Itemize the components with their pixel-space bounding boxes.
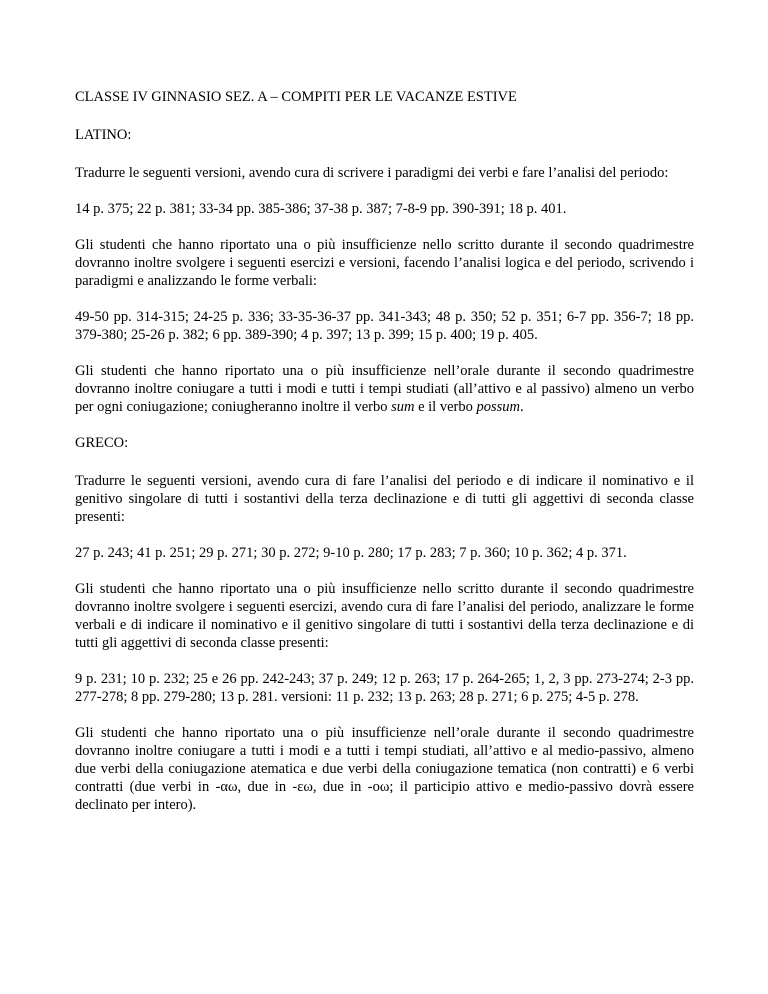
latino-paragraph-1: Tradurre le seguenti versioni, avendo cura di scrivere i paradigmi dei verbi e fare l’analisi del periodo: <box>75 165 669 181</box>
latino-references-1: 14 p. 375; 22 p. 381; 33-34 pp. 385-386; 37-38 p. 387; 7-8-9 pp. 390-391; 18 p. 401. <box>75 201 567 217</box>
greco-paragraph-3: Gli studenti che hanno riportato una o più insufficienze nell’orale durante il secondo quadrimestre dovranno inoltre coniugare a tutti i modi e a tutti i tempi studiati, all’attivo e al medio-passivo, almeno due verbi della coniugazione atematica e due verbi della coniugazione tematica (non contratti) e 6 verbi contratti (due verbi in -αω, due in -εω, due in -οω; il participio attivo e medio-passivo dovrà essere declinato per intero). <box>75 725 694 813</box>
greco-paragraph-1: Tradurre le seguenti versioni, avendo cura di fare l’analisi del periodo e di indicare il nominativo e il genitivo singolare di tutti i sostantivi della terza declinazione e di tutti gli aggettivi di seconda classe presenti: <box>75 473 694 525</box>
latino-paragraph-3-text-c: . <box>520 399 524 415</box>
latino-references-2: 49-50 pp. 314-315; 24-25 p. 336; 33-35-36-37 pp. 341-343; 48 p. 350; 52 p. 351; 6-7 pp. 356-7; 18 pp. 379-380; 25-26 p. 382; 6 pp. 389-390; 4 p. 397; 13 p. 399; 15 p. 400; 19 p. 405. <box>75 309 694 343</box>
greco-references-2: 9 p. 231; 10 p. 232; 25 e 26 pp. 242-243; 37 p. 249; 12 p. 263; 17 p. 264-265; 1, 2, 3 pp. 273-274; 2-3 pp. 277-278; 8 pp. 279-280; 13 p. 281. versioni: 11 p. 232; 13 p. 263; 28 p. 271; 6 p. 275; 4-5 p. 278. <box>75 671 694 705</box>
verb-possum: possum <box>476 399 520 415</box>
verb-sum: sum <box>391 399 415 415</box>
latino-paragraph-3-text-b: e il verbo <box>414 399 477 415</box>
greco-heading: GRECO: <box>75 435 129 451</box>
document-page <box>75 88 694 832</box>
greco-references-1: 27 p. 243; 41 p. 251; 29 p. 271; 30 p. 272; 9-10 p. 280; 17 p. 283; 7 p. 360; 10 p. 362; 4 p. 371. <box>75 545 627 561</box>
latino-paragraph-2: Gli studenti che hanno riportato una o più insufficienze nello scritto durante il secondo quadrimestre dovranno inoltre svolgere i seguenti esercizi e versioni, facendo l’analisi logica e del periodo, scrivendo i paradigmi e analizzando le forme verbali: <box>75 237 694 289</box>
greco-paragraph-2: Gli studenti che hanno riportato una o più insufficienze nello scritto durante il secondo quadrimestre dovranno inoltre svolgere i seguenti esercizi, avendo cura di fare l’analisi del periodo, analizzare le forme verbali e di indicare il nominativo e il genitivo singolare di tutti i sostantivi della terza declinazione e di tutti gli aggettivi di seconda classe presenti: <box>75 581 694 651</box>
latino-paragraph-3 <box>75 362 694 416</box>
latino-heading: LATINO: <box>75 127 132 143</box>
latino-paragraph-3-text-a: Gli studenti che hanno riportato una o più insufficienze nell’orale durante il secondo quadrimestre dovranno inoltre coniugare a tutti i modi e tutti i tempi studiati (all’attivo e al passivo) almeno un verbo per ogni coniugazione; coniugheranno inoltre il verbo <box>75 363 694 415</box>
document-title: CLASSE IV GINNASIO SEZ. A – COMPITI PER LE VACANZE ESTIVE <box>75 89 517 105</box>
